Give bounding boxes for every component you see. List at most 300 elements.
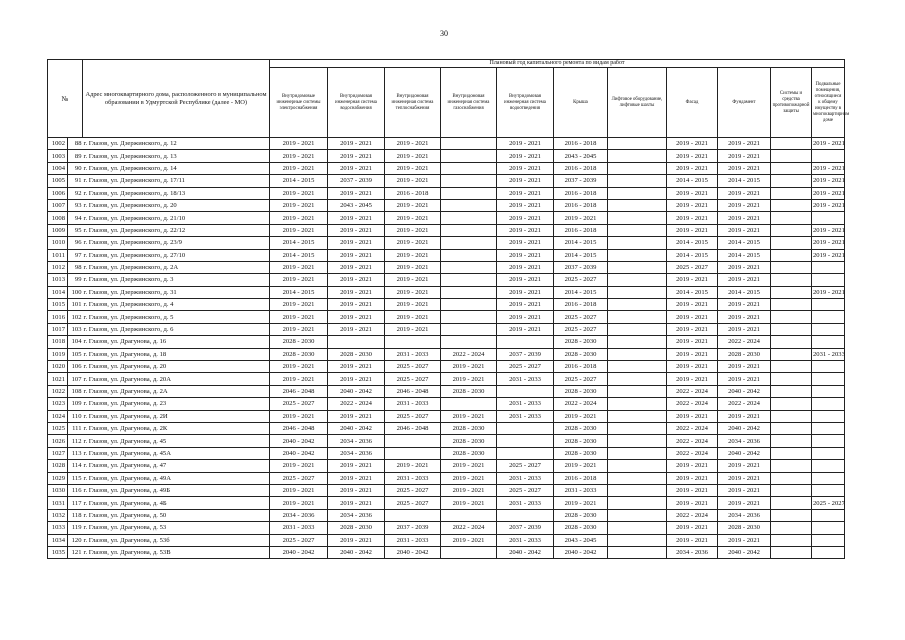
year-cell: 2019 - 2021 (385, 212, 441, 224)
year-cell (441, 299, 497, 311)
year-cell: 2014 - 2015 (718, 237, 771, 249)
row-number: 1010 (48, 237, 68, 249)
year-cell (608, 460, 667, 472)
year-cell (608, 237, 667, 249)
year-cell: 2034 - 2036 (328, 435, 385, 447)
year-cell (812, 361, 845, 373)
year-cell (812, 261, 845, 273)
table-row (48, 212, 845, 224)
year-cell (608, 472, 667, 484)
address-cell: г. Глазов, ул. Дзержинского, д. 27/10 (83, 249, 270, 261)
year-cell (771, 484, 812, 496)
year-cell: 2043 - 2045 (328, 199, 385, 211)
year-cell (812, 373, 845, 385)
year-cell: 2025 - 2027 (667, 261, 718, 273)
year-cell (608, 534, 667, 546)
year-cell: 2019 - 2021 (497, 162, 554, 174)
year-cell: 2019 - 2021 (667, 299, 718, 311)
year-cell: 2040 - 2042 (270, 447, 328, 459)
address-cell: г. Глазов, ул. Драгунова, д. 16 (83, 336, 270, 348)
year-cell: 2025 - 2027 (812, 497, 845, 509)
year-cell: 2028 - 2030 (270, 336, 328, 348)
address-cell: г. Глазов, ул. Драгунова, д. 50 (83, 509, 270, 521)
year-cell: 2019 - 2021 (385, 138, 441, 150)
year-cell (608, 138, 667, 150)
year-cell: 2019 - 2021 (718, 410, 771, 422)
year-cell: 2028 - 2030 (441, 447, 497, 459)
year-cell (812, 422, 845, 434)
year-cell: 2034 - 2036 (667, 546, 718, 558)
year-cell: 2019 - 2021 (328, 162, 385, 174)
address-cell: г. Глазов, ул. Драгунова, д. 18 (83, 348, 270, 360)
address-cell: г. Глазов, ул. Драгунова, д. 49Б (83, 484, 270, 496)
year-cell: 2019 - 2021 (718, 497, 771, 509)
address-cell: г. Глазов, ул. Дзержинского, д. 14 (83, 162, 270, 174)
year-cell: 2019 - 2021 (497, 175, 554, 187)
year-cell (812, 311, 845, 323)
row-number: 1018 (48, 336, 68, 348)
year-cell (812, 385, 845, 397)
year-cell (608, 497, 667, 509)
year-cell: 2022 - 2024 (441, 522, 497, 534)
year-cell: 2019 - 2021 (667, 212, 718, 224)
row-number: 1020 (48, 361, 68, 373)
year-cell (441, 212, 497, 224)
year-cell (608, 323, 667, 335)
year-cell (812, 472, 845, 484)
table-row (48, 385, 845, 397)
mo-row-number: 94 (68, 212, 83, 224)
address-cell: г. Глазов, ул. Драгунова, д. 2А (83, 385, 270, 397)
col-header-electricity: Внутридомовые инженерные системы электроснабжения (270, 68, 328, 138)
year-cell: 2031 - 2033 (497, 410, 554, 422)
year-cell (608, 162, 667, 174)
table-row (48, 509, 845, 521)
table-row (48, 460, 845, 472)
year-cell (771, 249, 812, 261)
row-number: 1008 (48, 212, 68, 224)
year-cell (608, 199, 667, 211)
year-cell: 2019 - 2021 (270, 274, 328, 286)
year-cell (441, 398, 497, 410)
year-cell (812, 509, 845, 521)
year-cell: 2019 - 2021 (385, 175, 441, 187)
year-cell (771, 447, 812, 459)
year-cell: 2019 - 2021 (667, 187, 718, 199)
mo-row-number: 101 (68, 299, 83, 311)
mo-row-number: 110 (68, 410, 83, 422)
year-cell: 2028 - 2030 (441, 435, 497, 447)
row-number: 1003 (48, 150, 68, 162)
year-cell (608, 274, 667, 286)
year-cell (812, 546, 845, 558)
year-cell (497, 447, 554, 459)
year-cell: 2016 - 2018 (554, 187, 608, 199)
year-cell: 2028 - 2030 (554, 447, 608, 459)
row-number: 1005 (48, 175, 68, 187)
address-cell: г. Глазов, ул. Драгунова, д. 49А (83, 472, 270, 484)
mo-row-number: 115 (68, 472, 83, 484)
year-cell: 2031 - 2033 (385, 348, 441, 360)
year-cell (608, 385, 667, 397)
table-row (48, 522, 845, 534)
year-cell (608, 435, 667, 447)
row-number: 1009 (48, 224, 68, 236)
year-cell (771, 237, 812, 249)
year-cell: 2019 - 2021 (385, 261, 441, 273)
year-cell: 2019 - 2021 (328, 150, 385, 162)
col-header-drainage: Внутридомовая инженерная система водоотведения (497, 68, 554, 138)
year-cell: 2019 - 2021 (270, 199, 328, 211)
year-cell: 2019 - 2021 (497, 212, 554, 224)
year-cell (771, 398, 812, 410)
year-cell (608, 422, 667, 434)
row-number: 1027 (48, 447, 68, 459)
year-cell: 2014 - 2015 (718, 286, 771, 298)
year-cell: 2019 - 2021 (667, 336, 718, 348)
year-cell (328, 336, 385, 348)
year-cell: 2040 - 2042 (328, 422, 385, 434)
address-cell: г. Глазов, ул. Драгунова, д. 53В (83, 546, 270, 558)
year-cell: 2025 - 2027 (385, 484, 441, 496)
year-cell: 2019 - 2021 (667, 274, 718, 286)
col-header-foundation: Фундамент (718, 68, 771, 138)
year-cell: 2019 - 2021 (441, 373, 497, 385)
year-cell: 2019 - 2021 (441, 534, 497, 546)
mo-row-number: 109 (68, 398, 83, 410)
year-cell (812, 447, 845, 459)
year-cell: 2019 - 2021 (385, 224, 441, 236)
year-cell: 2022 - 2024 (667, 398, 718, 410)
col-header-gas-supply: Внутридомовая инженерная система газоснабжения (441, 68, 497, 138)
year-cell: 2019 - 2021 (385, 299, 441, 311)
mo-row-number: 104 (68, 336, 83, 348)
address-cell: г. Глазов, ул. Дзержинского, д. 21/10 (83, 212, 270, 224)
year-cell: 2014 - 2015 (554, 237, 608, 249)
year-cell: 2019 - 2021 (270, 311, 328, 323)
year-cell: 2025 - 2027 (270, 534, 328, 546)
address-cell: г. Глазов, ул. Дзержинского, д. 4 (83, 299, 270, 311)
year-cell: 2019 - 2021 (718, 484, 771, 496)
row-number: 1026 (48, 435, 68, 447)
year-cell (771, 509, 812, 521)
year-cell: 2019 - 2021 (667, 162, 718, 174)
year-cell (771, 175, 812, 187)
mo-row-number: 93 (68, 199, 83, 211)
year-cell: 2019 - 2021 (667, 522, 718, 534)
year-cell (497, 509, 554, 521)
year-cell (771, 323, 812, 335)
year-cell (441, 336, 497, 348)
year-cell (812, 336, 845, 348)
year-cell: 2019 - 2021 (328, 299, 385, 311)
year-cell: 2028 - 2030 (554, 422, 608, 434)
year-cell (771, 435, 812, 447)
table-row (48, 398, 845, 410)
year-cell (608, 546, 667, 558)
number-header: № (48, 60, 83, 138)
year-cell: 2014 - 2015 (718, 249, 771, 261)
year-cell: 2022 - 2024 (667, 422, 718, 434)
year-cell: 2019 - 2021 (385, 311, 441, 323)
row-number: 1033 (48, 522, 68, 534)
table-row (48, 484, 845, 496)
year-cell (608, 175, 667, 187)
year-cell: 2034 - 2036 (270, 509, 328, 521)
mo-row-number: 96 (68, 237, 83, 249)
address-cell: г. Глазов, ул. Драгунова, д. 20А (83, 373, 270, 385)
year-cell (771, 187, 812, 199)
mo-row-number: 107 (68, 373, 83, 385)
year-cell (608, 311, 667, 323)
year-cell: 2019 - 2021 (497, 187, 554, 199)
year-cell: 2040 - 2042 (270, 546, 328, 558)
year-cell: 2019 - 2021 (270, 373, 328, 385)
year-cell (812, 150, 845, 162)
year-cell: 2019 - 2021 (497, 323, 554, 335)
year-cell: 2040 - 2042 (328, 546, 385, 558)
year-cell: 2019 - 2021 (667, 199, 718, 211)
year-cell (608, 212, 667, 224)
year-cell: 2019 - 2021 (554, 212, 608, 224)
year-cell: 2031 - 2033 (385, 472, 441, 484)
year-cell: 2019 - 2021 (270, 187, 328, 199)
address-cell: г. Глазов, ул. Дзержинского, д. 22/12 (83, 224, 270, 236)
mo-row-number: 113 (68, 447, 83, 459)
table-row (48, 311, 845, 323)
table-row (48, 410, 845, 422)
year-cell (608, 410, 667, 422)
year-cell: 2019 - 2021 (328, 261, 385, 273)
mo-row-number: 112 (68, 435, 83, 447)
table-row (48, 447, 845, 459)
year-cell: 2028 - 2030 (554, 522, 608, 534)
table-row (48, 249, 845, 261)
year-cell: 2019 - 2021 (385, 237, 441, 249)
year-cell (771, 224, 812, 236)
year-cell (441, 237, 497, 249)
year-cell: 2019 - 2021 (441, 361, 497, 373)
year-cell: 2019 - 2021 (497, 286, 554, 298)
table-row (48, 150, 845, 162)
year-cell: 2019 - 2021 (718, 138, 771, 150)
year-cell (497, 422, 554, 434)
mo-row-number: 97 (68, 249, 83, 261)
year-cell: 2019 - 2021 (667, 138, 718, 150)
table-row (48, 422, 845, 434)
year-cell: 2028 - 2030 (718, 522, 771, 534)
year-cell (608, 249, 667, 261)
year-cell (812, 435, 845, 447)
year-cell: 2046 - 2048 (385, 422, 441, 434)
year-cell: 2019 - 2021 (497, 261, 554, 273)
year-cell (812, 274, 845, 286)
year-cell: 2019 - 2021 (718, 162, 771, 174)
year-cell: 2019 - 2021 (718, 199, 771, 211)
year-cell: 2034 - 2036 (718, 509, 771, 521)
table-row (48, 175, 845, 187)
year-cell: 2019 - 2021 (328, 212, 385, 224)
year-cell: 2019 - 2021 (328, 323, 385, 335)
year-cell: 2025 - 2027 (385, 410, 441, 422)
year-cell: 2019 - 2021 (667, 472, 718, 484)
address-cell: г. Глазов, ул. Дзержинского, д. 5 (83, 311, 270, 323)
address-cell: г. Глазов, ул. Драгунова, д. 53 (83, 522, 270, 534)
address-cell: г. Глазов, ул. Драгунова, д. 45 (83, 435, 270, 447)
year-cell: 2019 - 2021 (385, 249, 441, 261)
year-cell (812, 484, 845, 496)
year-cell: 2028 - 2030 (554, 435, 608, 447)
year-cell (771, 212, 812, 224)
mo-row-number: 88 (68, 138, 83, 150)
year-cell: 2040 - 2042 (328, 385, 385, 397)
year-cell: 2037 - 2039 (554, 261, 608, 273)
year-cell: 2040 - 2042 (497, 546, 554, 558)
year-cell: 2019 - 2021 (718, 361, 771, 373)
table-row (48, 274, 845, 286)
year-cell: 2019 - 2021 (667, 410, 718, 422)
year-cell: 2019 - 2021 (497, 311, 554, 323)
year-cell: 2037 - 2039 (554, 175, 608, 187)
col-header-basement: Подвальные помещения, относящиеся к общему имуществу в многоквартирном доме (812, 68, 845, 138)
year-cell: 2019 - 2021 (328, 274, 385, 286)
year-cell (441, 224, 497, 236)
year-cell: 2019 - 2021 (718, 472, 771, 484)
year-cell: 2019 - 2021 (328, 286, 385, 298)
year-cell: 2034 - 2036 (718, 435, 771, 447)
year-cell: 2019 - 2021 (497, 199, 554, 211)
year-cell: 2025 - 2027 (497, 460, 554, 472)
year-cell: 2019 - 2021 (497, 138, 554, 150)
year-cell: 2019 - 2021 (497, 274, 554, 286)
mo-row-number: 121 (68, 546, 83, 558)
year-cell: 2019 - 2021 (328, 138, 385, 150)
mo-row-number: 102 (68, 311, 83, 323)
year-cell: 2019 - 2021 (718, 373, 771, 385)
year-cell (771, 286, 812, 298)
row-number: 1029 (48, 472, 68, 484)
year-cell: 2031 - 2033 (497, 373, 554, 385)
year-cell: 2019 - 2021 (270, 224, 328, 236)
year-cell: 2019 - 2021 (812, 162, 845, 174)
year-cell: 2019 - 2021 (812, 199, 845, 211)
year-cell: 2019 - 2021 (270, 484, 328, 496)
year-cell: 2025 - 2027 (554, 311, 608, 323)
address-cell: г. Глазов, ул. Драгунова, д. 47 (83, 460, 270, 472)
year-cell (608, 187, 667, 199)
year-cell: 2019 - 2021 (328, 311, 385, 323)
year-cell: 2046 - 2048 (270, 385, 328, 397)
year-cell: 2019 - 2021 (718, 224, 771, 236)
year-cell: 2016 - 2018 (554, 472, 608, 484)
year-cell: 2019 - 2021 (441, 410, 497, 422)
year-cell (441, 187, 497, 199)
year-cell: 2025 - 2027 (270, 398, 328, 410)
year-cell: 2031 - 2033 (497, 534, 554, 546)
year-cell: 2019 - 2021 (812, 286, 845, 298)
year-cell: 2019 - 2021 (718, 534, 771, 546)
row-number: 1011 (48, 249, 68, 261)
year-cell: 2019 - 2021 (270, 497, 328, 509)
year-cell: 2016 - 2018 (554, 224, 608, 236)
row-number: 1025 (48, 422, 68, 434)
row-number: 1012 (48, 261, 68, 273)
table-row (48, 323, 845, 335)
year-cell: 2016 - 2018 (554, 162, 608, 174)
mo-row-number: 120 (68, 534, 83, 546)
address-cell: г. Глазов, ул. Драгунова, д. 2И (83, 410, 270, 422)
year-cell: 2019 - 2021 (667, 361, 718, 373)
year-cell (771, 199, 812, 211)
year-cell: 2028 - 2030 (441, 385, 497, 397)
year-cell (608, 224, 667, 236)
year-cell: 2019 - 2021 (497, 249, 554, 261)
year-cell: 2040 - 2042 (718, 447, 771, 459)
year-cell: 2019 - 2021 (328, 497, 385, 509)
year-cell: 2019 - 2021 (718, 187, 771, 199)
mo-row-number: 90 (68, 162, 83, 174)
row-number: 1028 (48, 460, 68, 472)
year-cell (812, 410, 845, 422)
mo-row-number: 95 (68, 224, 83, 236)
year-cell: 2019 - 2021 (812, 249, 845, 261)
year-cell (812, 299, 845, 311)
year-cell: 2014 - 2015 (270, 237, 328, 249)
year-cell: 2022 - 2024 (667, 509, 718, 521)
address-cell: г. Глазов, ул. Драгунова, д. 2К (83, 422, 270, 434)
address-cell: г. Глазов, ул. Дзержинского, д. 18/13 (83, 187, 270, 199)
year-cell: 2031 - 2033 (554, 484, 608, 496)
row-number: 1017 (48, 323, 68, 335)
year-cell: 2019 - 2021 (812, 138, 845, 150)
year-cell: 2019 - 2021 (328, 361, 385, 373)
year-cell: 2019 - 2021 (667, 323, 718, 335)
year-cell: 2014 - 2015 (270, 286, 328, 298)
year-cell: 2019 - 2021 (328, 472, 385, 484)
year-cell (771, 460, 812, 472)
year-cell: 2019 - 2021 (441, 497, 497, 509)
page-number: 30 (440, 29, 448, 38)
year-cell: 2019 - 2021 (328, 249, 385, 261)
year-cell: 2019 - 2021 (718, 311, 771, 323)
mo-row-number: 89 (68, 150, 83, 162)
year-cell: 2019 - 2021 (441, 472, 497, 484)
year-cell (771, 311, 812, 323)
mo-row-number: 117 (68, 497, 83, 509)
year-cell: 2025 - 2027 (554, 274, 608, 286)
header-row-1 (48, 60, 845, 68)
year-cell: 2022 - 2024 (718, 336, 771, 348)
year-cell (441, 323, 497, 335)
year-cell (608, 398, 667, 410)
year-cell (497, 336, 554, 348)
year-cell: 2019 - 2021 (385, 323, 441, 335)
year-cell (812, 460, 845, 472)
row-number: 1034 (48, 534, 68, 546)
mo-row-number: 116 (68, 484, 83, 496)
year-cell: 2019 - 2021 (385, 286, 441, 298)
year-cell: 2019 - 2021 (718, 150, 771, 162)
year-cell (608, 509, 667, 521)
row-number: 1004 (48, 162, 68, 174)
year-cell: 2019 - 2021 (270, 212, 328, 224)
year-cell: 2031 - 2033 (385, 398, 441, 410)
capital-repair-table (47, 59, 850, 559)
year-cell: 2019 - 2021 (718, 212, 771, 224)
table-row (48, 497, 845, 509)
year-cell (771, 261, 812, 273)
work-types-group-header: Плановый год капитального ремонта по видам работ (270, 60, 845, 68)
